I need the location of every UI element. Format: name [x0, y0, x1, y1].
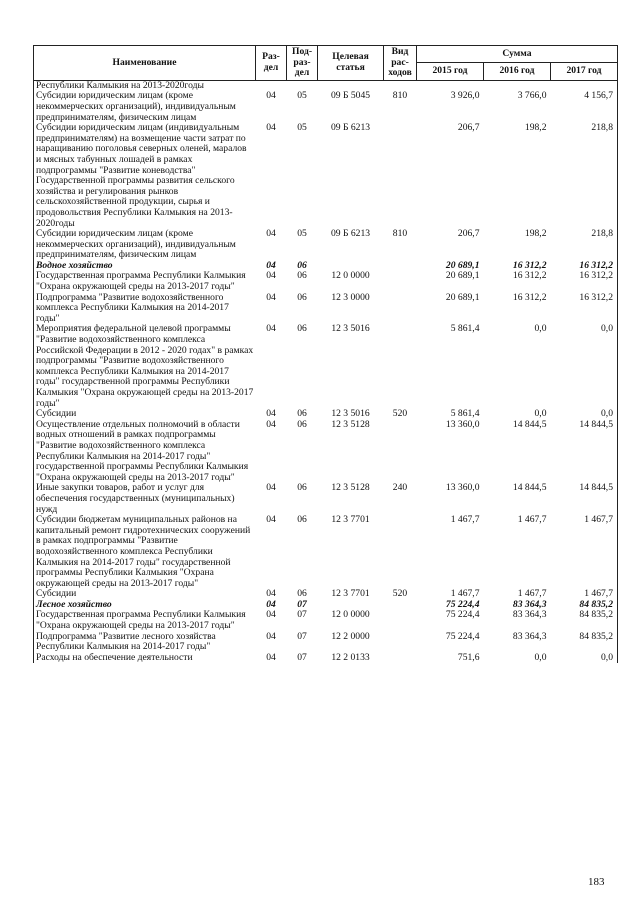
cell-podrazdel: 07 — [297, 630, 307, 642]
cell-razdel: 04 — [266, 651, 276, 663]
cell-razdel: 04 — [266, 122, 276, 134]
cell-expense-type: 520 — [392, 408, 408, 420]
cell-podrazdel: 07 — [297, 598, 307, 610]
cell-name: Водное хозяйство — [36, 259, 113, 271]
header-sum: Сумма — [417, 46, 618, 63]
cell-2017: 0,0 — [601, 408, 613, 420]
cell-2015: 20 689,1 — [445, 291, 480, 303]
cell-podrazdel: 06 — [297, 588, 307, 600]
cell-target-article: 09 Б 5045 — [330, 90, 371, 102]
cell-name: Субсидии юридическим лицам (индивидуальным предпринимателям) на возмещение части затрат по наращиванию поголовья северных оленей, маралов и мясных табунных лошадей в рамках подпрограммы "Развитие коневодства" Государственной программы развития сельского хозяйства и регулирования рынков сельскохозяйственной продукции, сырья и продовольствия Республики Калмыкия на 2013-2020годы — [36, 122, 247, 229]
header-name: Наименование — [34, 46, 256, 81]
cell-target-article: 12 0 0000 — [331, 609, 370, 621]
cell-name: Подпрограмма "Развитие водохозяйственного комплекса Республики Калмыкия на 2014-2017 годы" — [36, 291, 229, 324]
cell-podrazdel: 05 — [297, 122, 307, 134]
cell-expense-type — [384, 632, 417, 653]
cell-expense-type — [384, 261, 417, 272]
table-row — [34, 123, 618, 229]
cell-2015: 206,7 — [457, 122, 480, 134]
table-row — [34, 91, 618, 123]
cell-target-article: 12 3 5016 — [331, 408, 370, 420]
cell-name: Лесное хозяйство — [36, 598, 112, 610]
cell-2017: 14 844,5 — [579, 418, 613, 430]
cell-expense-type: 810 — [392, 90, 408, 102]
cell-2016: 83 364,3 — [512, 630, 547, 642]
cell-razdel: 04 — [266, 514, 276, 526]
cell-razdel: 04 — [266, 408, 276, 420]
cell-target-article: 12 3 5016 — [331, 323, 370, 335]
cell-2017: 4 156,7 — [584, 90, 613, 102]
cell-razdel: 04 — [266, 90, 276, 102]
table-row — [34, 324, 618, 409]
cell-podrazdel: 06 — [297, 514, 307, 526]
cell-razdel: 04 — [266, 588, 276, 600]
cell-razdel: 04 — [266, 323, 276, 335]
cell-target-article: 12 2 0133 — [331, 651, 370, 663]
cell-podrazdel: 06 — [297, 291, 307, 303]
cell-razdel: 04 — [266, 259, 276, 271]
cell-2015: 5 861,4 — [450, 323, 480, 335]
cell-name: Субсидии бюджетам муниципальных районов на капитальный ремонт гидротехнических сооружений в рамках подпрограммы "Развитие водохозяйственного комплекса Республики Калмыкия на 2014-2017 годы" государственной программы Республики Калмыкия "Охрана окружающей среды на 2013-2017 годы" — [36, 514, 251, 589]
cell-podrazdel: 07 — [297, 609, 307, 621]
table-row — [34, 515, 618, 589]
cell-razdel: 04 — [266, 418, 276, 430]
cell-2016: 16 312,2 — [512, 291, 547, 303]
cell-2016: 1 467,7 — [517, 588, 547, 600]
cell-razdel: 04 — [266, 630, 276, 642]
cell-podrazdel: 05 — [297, 90, 307, 102]
table-row — [34, 483, 618, 515]
cell-2016: 0,0 — [534, 408, 547, 420]
cell-target-article: 12 3 7701 — [331, 588, 370, 600]
cell-expense-type — [384, 653, 417, 664]
cell-expense-type — [384, 610, 417, 631]
cell-target-article: 12 3 0000 — [331, 291, 370, 303]
header-razdel: Раз- дел — [256, 46, 287, 81]
cell-2015: 13 360,0 — [445, 482, 480, 494]
cell-2015: 13 360,0 — [445, 418, 480, 430]
table-row — [34, 229, 618, 261]
cell-razdel: 04 — [266, 228, 276, 240]
cell-target-article: 12 3 7701 — [331, 514, 370, 526]
cell-podrazdel: 07 — [297, 651, 307, 663]
cell-podrazdel: 06 — [297, 270, 307, 282]
cell-name: Мероприятия федеральной целевой программы "Развитие водохозяйственного комплекса Российской Федерации в 2012 - 2020 годах" в рамках подпрограммы "Развитие водохозяйственного комплекса Республики Калмыкия на 2014-2017 годы" государственной программы Республики Калмыкия "Охрана окружающей среды на 2013-2017 годы" — [36, 323, 254, 409]
table-body — [34, 80, 618, 663]
cell-name: Субсидии — [36, 588, 77, 600]
cell-2016: 16 312,2 — [512, 259, 547, 271]
cell-expense-type: 520 — [392, 588, 408, 600]
table-row — [34, 610, 618, 631]
header-2015: 2015 год — [417, 63, 484, 80]
cell-2017: 0,0 — [601, 651, 613, 663]
cell-podrazdel: 06 — [297, 418, 307, 430]
cell-expense-type — [384, 293, 417, 325]
cell-name: Осуществление отдельных полномочий в области водных отношений в рамках подпрограммы "Развитие водохозяйственного комплекса Республики Калмыкия на 2014-2017 годы" государственной программы Республики Калмыкия "Охрана окружающей среды на 2013-2017 годы" — [36, 418, 249, 483]
cell-name: Расходы на обеспечение деятельности — [36, 651, 193, 663]
header-2017: 2017 год — [551, 63, 618, 80]
cell-2015: 20 689,1 — [445, 270, 480, 282]
cell-2017: 84 835,2 — [579, 609, 613, 621]
cell-razdel: 04 — [266, 270, 276, 282]
cell-razdel: 04 — [266, 609, 276, 621]
cell-target-article: 12 2 0000 — [331, 630, 370, 642]
cell-2016: 198,2 — [524, 228, 547, 240]
cell-2015: 751,6 — [457, 651, 480, 663]
table-header — [34, 46, 618, 81]
cell-target-article: 09 Б 6213 — [330, 122, 371, 134]
cell-podrazdel: 05 — [297, 228, 307, 240]
cell-2015: 206,7 — [457, 228, 480, 240]
header-target-article: Целевая статья — [318, 46, 384, 81]
cell-expense-type: 240 — [392, 482, 408, 494]
cell-2016: 198,2 — [524, 122, 547, 134]
cell-expense-type — [384, 420, 417, 484]
budget-table-container — [33, 45, 617, 663]
cell-expense-type — [384, 515, 417, 589]
cell-2016: 83 364,3 — [512, 598, 547, 610]
table-row — [34, 293, 618, 325]
cell-2015: 3 926,0 — [450, 90, 480, 102]
cell-podrazdel: 06 — [297, 323, 307, 335]
cell-2017: 16 312,2 — [579, 291, 613, 303]
cell-2015: 1 467,7 — [450, 588, 480, 600]
cell-name: Субсидии юридическим лицам (кроме некоммерческих организаций), индивидуальным предпринимателям, физическим лицам — [36, 90, 236, 123]
header-expense-type: Вид рас- ходов — [384, 46, 417, 81]
cell-2017: 218,8 — [591, 122, 613, 134]
cell-2016: 0,0 — [534, 651, 547, 663]
cell-2015: 75 224,4 — [445, 609, 480, 621]
cell-expense-type — [384, 123, 417, 229]
cell-razdel: 04 — [266, 482, 276, 494]
cell-2017: 16 312,2 — [579, 270, 613, 282]
cell-name: Подпрограмма "Развитие лесного хозяйства Республики Калмыкия на 2014-2017 годы" — [36, 630, 216, 653]
cell-2017: 84 835,2 — [579, 630, 613, 642]
cell-2016: 83 364,3 — [512, 609, 547, 621]
header-2016: 2016 год — [484, 63, 551, 80]
budget-table — [33, 45, 618, 663]
cell-target-article: 12 3 5128 — [331, 482, 370, 494]
cell-2017: 16 312,2 — [579, 259, 613, 271]
cell-name: Государственная программа Республики Калмыкия "Охрана окружающей среды на 2013-2017 годы" — [36, 609, 246, 632]
cell-2015: 1 467,7 — [450, 514, 480, 526]
cell-expense-type — [384, 600, 417, 611]
cell-2015: 5 861,4 — [450, 408, 480, 420]
cell-razdel: 04 — [266, 598, 276, 610]
cell-2016: 14 844,5 — [512, 418, 547, 430]
cell-2016: 14 844,5 — [512, 482, 547, 494]
cell-expense-type — [384, 324, 417, 409]
table-row — [34, 271, 618, 292]
cell-2017: 1 467,7 — [584, 514, 613, 526]
table-row — [34, 420, 618, 484]
header-podrazdel: Под- раз- дел — [287, 46, 318, 81]
cell-expense-type — [384, 271, 417, 292]
cell-2016: 3 766,0 — [517, 90, 547, 102]
cell-name: Субсидии — [36, 408, 77, 420]
cell-2015: 75 224,4 — [445, 598, 480, 610]
cell-podrazdel: 06 — [297, 259, 307, 271]
page-number: 183 — [588, 876, 605, 888]
cell-2017: 1 467,7 — [584, 588, 613, 600]
cell-expense-type: 810 — [392, 228, 408, 240]
cell-name: Субсидии юридическим лицам (кроме некоммерческих организаций), индивидуальным предпринимателям, физическим лицам — [36, 228, 236, 261]
cell-2017: 0,0 — [601, 323, 613, 335]
cell-podrazdel: 06 — [297, 482, 307, 494]
cell-2017: 14 844,5 — [579, 482, 613, 494]
cell-name: Иные закупки товаров, работ и услуг для обеспечения государственных (муниципальных) нужд — [36, 482, 235, 515]
cell-target-article: 09 Б 6213 — [330, 228, 371, 240]
cell-target-article: 12 3 5128 — [331, 418, 370, 430]
cell-2015: 20 689,1 — [445, 259, 480, 271]
cell-target-article: 12 0 0000 — [331, 270, 370, 282]
cell-2016: 1 467,7 — [517, 514, 547, 526]
cell-2016: 0,0 — [534, 323, 547, 335]
cell-2017: 84 835,2 — [579, 598, 613, 610]
cell-2017: 218,8 — [591, 228, 613, 240]
table-row — [34, 653, 618, 664]
cell-name: Государственная программа Республики Калмыкия "Охрана окружающей среды на 2013-2017 годы" — [36, 270, 246, 293]
cell-2016: 16 312,2 — [512, 270, 547, 282]
cell-name: Республики Калмыкия на 2013-2020годы — [36, 79, 204, 91]
cell-2015: 75 224,4 — [445, 630, 480, 642]
table-row — [34, 632, 618, 653]
cell-razdel: 04 — [266, 291, 276, 303]
cell-podrazdel: 06 — [297, 408, 307, 420]
